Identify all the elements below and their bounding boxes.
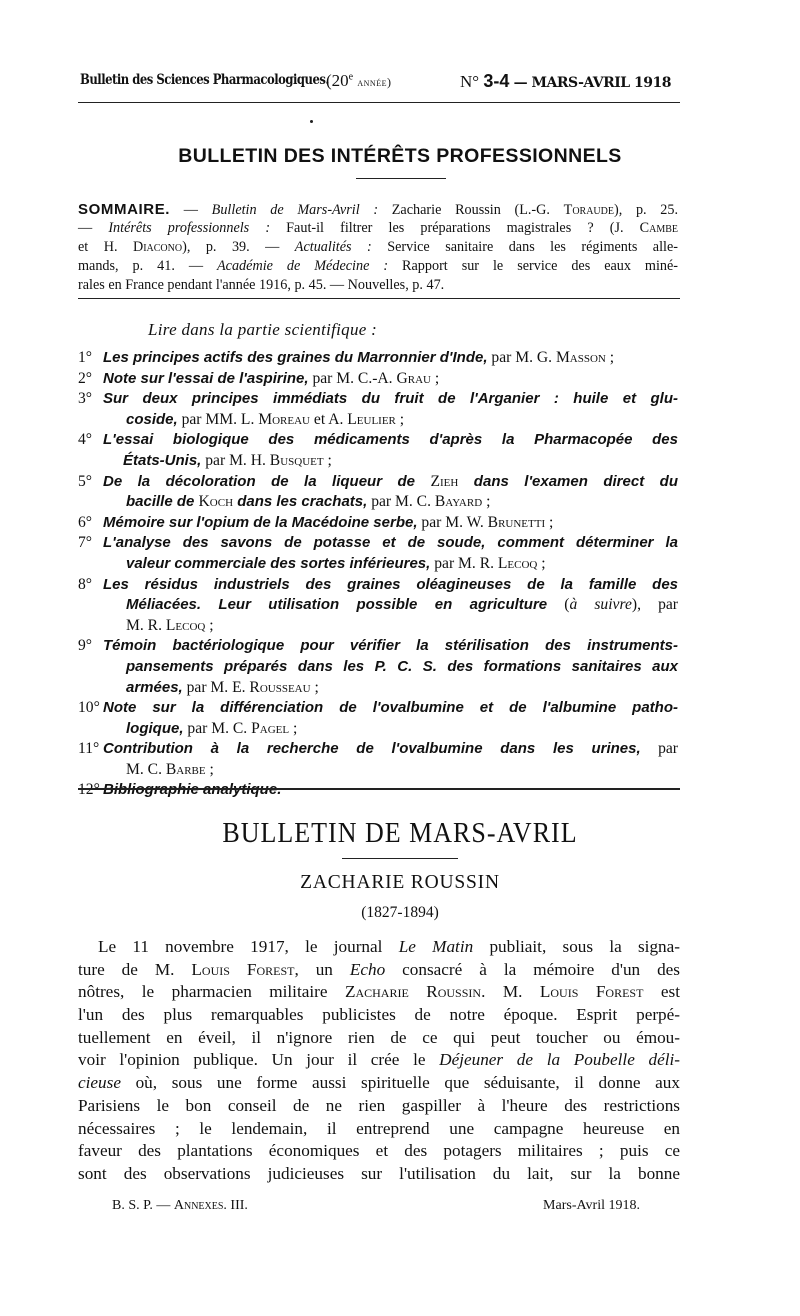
article-line: ture de M. Louis Forest, un Echo consacré à la mémoire d'un des bbox=[78, 959, 681, 979]
article-body bbox=[78, 936, 680, 1186]
article-line: voir l'opinion publique. Un jour il crée le Déjeuner de la Poubelle déli- bbox=[78, 1050, 680, 1070]
article-line: nôtres, le pharmacien militaire Zacharie Roussin. M. Louis Forest est bbox=[78, 982, 680, 1002]
summary-rule bbox=[78, 298, 680, 299]
article-heading: BULLETIN DE MARS-AVRIL bbox=[222, 816, 578, 849]
section-title-rule bbox=[356, 178, 446, 179]
contents-item: 9° Témoin bactériologique pour vérifier la stérilisation des instruments- bbox=[78, 636, 678, 657]
article-subject: ZACHARIE ROUSSIN bbox=[300, 872, 500, 893]
contents-item-continuation: M. C. Barbe ; bbox=[126, 760, 214, 778]
footer-date: Mars-Avril 1918. bbox=[543, 1198, 640, 1213]
contents-item-number: 1° bbox=[78, 349, 93, 366]
summary-line: rales en France pendant l'année 1916, p. 45. — Nouvelles, p. 47. bbox=[78, 277, 445, 293]
summary-line: mands, p. 41. — Académie de Médecine : Rapport sur le service des eaux miné- bbox=[78, 258, 679, 274]
article-line: Le 11 novembre 1917, le journal Le Matin publiait, sous la signa- bbox=[98, 937, 680, 956]
issue-number: N° 3-4 — MARS-AVRIL 1918 bbox=[460, 71, 671, 91]
contents-item-number: 9° bbox=[78, 637, 93, 655]
contents-item-continuation: logique, par M. C. Pagel ; bbox=[126, 719, 298, 737]
running-head bbox=[78, 70, 680, 96]
contents-item-continuation: pansements préparés dans les P. C. S. des formations sanitaires aux bbox=[126, 657, 678, 675]
contents-rule bbox=[78, 788, 680, 790]
scientific-contents-list bbox=[78, 348, 678, 801]
article-heading-rule bbox=[342, 858, 458, 859]
contents-item: 1° Les principes actifs des graines du Marronnier d'Inde, par M. G. Masson ; bbox=[78, 348, 678, 369]
contents-item: 7° L'analyse des savons de potasse et de soude, comment déterminer la bbox=[78, 533, 678, 554]
contents-item: 11° Contribution à la recherche de l'ovalbumine dans les urines, par bbox=[78, 739, 678, 760]
contents-item-number: 10° bbox=[78, 699, 100, 717]
volume-year: (20e année) bbox=[326, 71, 392, 90]
header-rule-mark bbox=[310, 120, 313, 123]
summary-line: et H. Diacono), p. 39. — Actualités : Service sanitaire dans les régiments alle- bbox=[78, 239, 679, 255]
article-line: tuellement en éveil, il n'ignore rien de ce qui peut toucher ou émou- bbox=[78, 1027, 680, 1047]
article-line: sont des observations judicieuses sur l'utilisation du lait, sur la bonne bbox=[78, 1163, 680, 1183]
contents-item: 4° L'essai biologique des médicaments d'après la Pharmacopée des bbox=[78, 430, 678, 451]
summary-line: — Intérêts professionnels : Faut-il filtrer les préparations magistrales ? (J. Cambe bbox=[78, 220, 679, 236]
contents-item-continuation: M. R. Lecoq ; bbox=[126, 616, 214, 634]
contents-item-number: 5° bbox=[78, 472, 93, 490]
section-title: BULLETIN DES INTÉRÊTS PROFESSIONNELS bbox=[178, 145, 622, 167]
contents-item: 10° Note sur la différenciation de l'ovalbumine et de l'albumine patho- bbox=[78, 698, 678, 719]
contents-item-continuation: valeur commerciale des sortes inférieures, par M. R. Lecoq ; bbox=[126, 554, 546, 572]
summary-block bbox=[78, 200, 678, 295]
contents-item-continuation: États-Unis, par M. H. Busquet ; bbox=[123, 451, 332, 469]
article-dates: (1827-1894) bbox=[361, 904, 439, 921]
article-line: faveur des plantations économiques et des potagers militaires ; puis ce bbox=[78, 1141, 680, 1161]
article-line: Parisiens le bon conseil de ne rien gaspiller à l'heure des restrictions bbox=[78, 1095, 680, 1115]
article-line: nécessaires ; le lendemain, il entreprend une campagne heureuse en bbox=[78, 1118, 680, 1138]
contents-item-number: 2° bbox=[78, 369, 93, 387]
summary-line: SOMMAIRE. — Bulletin de Mars-Avril : Zacharie Roussin (L.-G. Toraude), p. 25. bbox=[78, 201, 679, 218]
contents-item: 5° De la décoloration de la liqueur de Zieh dans l'examen direct du bbox=[78, 472, 678, 493]
contents-item: 6° Mémoire sur l'opium de la Macédoine serbe, par M. W. Brunetti ; bbox=[78, 513, 678, 534]
article-line: cieuse où, sous une forme aussi spirituelle que séduisante, il donne aux bbox=[78, 1073, 680, 1093]
contents-item-number: 11° bbox=[78, 740, 100, 758]
contents-item: 2° Note sur l'essai de l'aspirine, par M. C.-A. Grau ; bbox=[78, 369, 678, 390]
contents-item: 8° Les résidus industriels des graines oléagineuses de la famille des bbox=[78, 575, 678, 596]
footer-reference: B. S. P. — Annexes. III. bbox=[112, 1198, 248, 1213]
contents-item-number: 7° bbox=[78, 534, 93, 552]
contents-item-number: 6° bbox=[78, 513, 93, 531]
contents-item-continuation: coside, par MM. L. Moreau et A. Leulier ; bbox=[126, 410, 405, 428]
contents-item-continuation: armées, par M. E. Rousseau ; bbox=[126, 678, 319, 696]
contents-item-number: 8° bbox=[78, 575, 93, 593]
contents-item-number: 3° bbox=[78, 390, 93, 408]
contents-item-number bbox=[78, 780, 100, 801]
journal-title: Bulletin des Sciences Pharmacologiques. bbox=[80, 72, 329, 88]
contents-item bbox=[78, 780, 678, 801]
contents-item-number: 4° bbox=[78, 431, 93, 449]
contents-item-continuation: Méliacées. Leur utilisation possible en agriculture (à suivre), par bbox=[126, 596, 678, 614]
contents-item-continuation: bacille de Koch dans les crachats, par M. C. Bayard ; bbox=[126, 493, 491, 511]
article-line: l'un des plus remarquables publicistes de notre époque. Esprit perpé- bbox=[78, 1005, 680, 1025]
header-rule bbox=[78, 102, 680, 103]
scientific-part-label: Lire dans la partie scientifique : bbox=[148, 320, 378, 339]
contents-item: 3° Sur deux principes immédiats du fruit de l'Arganier : huile et glu- bbox=[78, 389, 678, 410]
